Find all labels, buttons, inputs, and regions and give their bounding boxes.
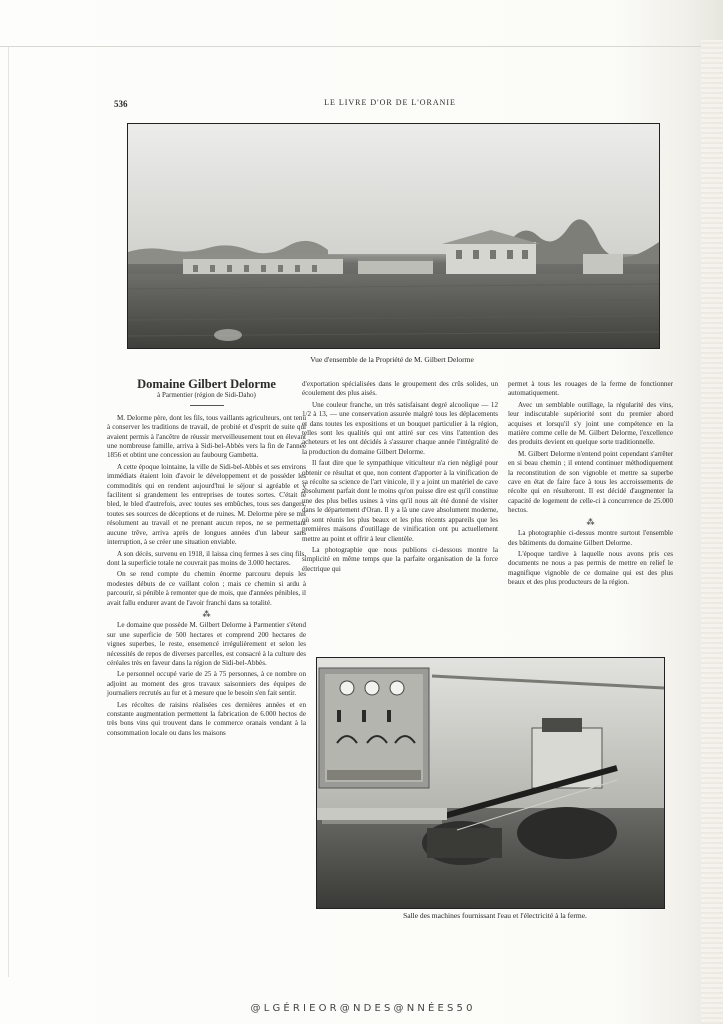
paragraph: Le domaine que possède M. Gilbert Delorme à Parmentier s'étend sur une superficie de 500 hectares et comprend 200 hectares de vignes superbes, le reste, ensemencé irrégulièrement et selon les nécessités de repos de diverses parcelles, est consacré à la culture des céréales très en faveur dans la région de Sidi-bel-Abbès.: [107, 621, 306, 667]
paragraph: A cette époque lointaine, la ville de Sidi-bel-Abbès et ses environs immédiats étaient loin d'avoir le développement et de posséder les commodités qui en rendent aujourd'hui le séjour si agréable et y facilitent si grandement les entreprises de toutes sortes. C'était le bled, le bled d'autrefois, avec toutes ses embûches, tous ses dangers, toutes ses sources de déceptions et de ruines. M. Delorme père se mit résolument au travail et ne prenant aucun repos, ne se permettant aucune trêve, arriva après de longues années d'un labeur sans interruption, à se créer une situation enviable.: [107, 462, 306, 547]
top-photo-caption: Vue d'ensemble de la Propriété de M. Gilbert Delorme: [310, 355, 474, 364]
paragraph: La photographie que nous publions ci-dessous montre la simplicité en même temps que la parfaite organisation de la force électrique qui: [302, 545, 498, 573]
scan-edge-line: [0, 46, 723, 47]
article-title: Domaine Gilbert Delorme: [137, 377, 276, 391]
paragraph: L'époque tardive à laquelle nous avons pris ces documents ne nous a pas permis de mettre en relief le magnifique vignoble de ce domaine qui est des plus beaux et des plus producteurs de la région.: [508, 549, 673, 587]
paragraph: Les récoltes de raisins réalisées ces dernières années et en constante augmentation permettent la fabrication de 6.000 hectos de très bons vins qui trouvent dans le commerce oranais vendant à la consommation locale ou dans les maisons: [107, 700, 306, 737]
watermark-footer: @ L G É R I E O R @ N D E S @ N N É E S 5 0: [250, 1003, 473, 1014]
paragraph: d'exportation spécialisées dans le groupement des crûs solides, un écoulement des plus aisés.: [302, 380, 498, 398]
title-rule: [190, 405, 224, 406]
article-column-1: [107, 377, 306, 740]
bottom-photo-caption: Salle des machines fournissant l'eau et l'électricité à la ferme.: [403, 911, 587, 920]
paragraph: Le personnel occupé varie de 25 à 75 personnes, à ce nombre on adjoint au moment des gros travaux saisonniers des équipes de journaliers recrutés au fur et à mesure que le besoin s'en fait sentir.: [107, 670, 306, 698]
paragraph: M. Delorme père, dont les fils, tous vaillants agriculteurs, ont tenu à conserver les traditions de travail, de probité et d'esprit de suite qui avaient permis à l'ancêtre de réussir merveilleusement tout en élevant une nombreuse famille, arriva à Sidi-bel-Abbès vers la fin de l'année 1856 et obtint une concession au faubourg Gambetta.: [107, 413, 306, 460]
paragraph: permet à tous les rouages de la ferme de fonctionner automatiquement.: [508, 380, 673, 398]
article-subtitle: à Parmentier (région de Sidi-Daho): [157, 391, 256, 400]
scan-shadow: [701, 40, 723, 1024]
paragraph: Il faut dire que le sympathique viticulteur n'a rien négligé pour obtenir ce résultat et que, non content d'apporter à la vinification de sa récolte sa science de l'art vinicole, il y a joint un matériel de cave absolument parfait dont le moins qu'on puisse dire est qu'il constitue une des plus belles usines à vins qu'il nous ait été donné de visiter dans le département d'Oran. Il y a là une cave absolument moderne, où sont réunis les plus beaux et les plus récents appareils que les premières maisons d'outillage de vinification ont pu actuellement mettre au point et offrir à leur clientèle.: [302, 459, 498, 543]
paragraph: La photographie ci-dessus montre surtout l'ensemble des bâtiments du domaine Gilbert Delorme.: [508, 529, 673, 547]
running-title: LE LIVRE D'OR DE L'ORANIE: [324, 98, 456, 107]
section-separator: ⁂: [202, 609, 211, 619]
article-column-3: [508, 380, 673, 590]
article-column-2: [302, 380, 498, 576]
paragraph: Avec un semblable outillage, la régularité des vins, leur indiscutable supériorité sont du premier abord acquises et lorsqu'il s'y joint une compétence en la matière comme celle de M. Gilbert Delorme, l'excellence des produits devient en quelque sorte traditionnelle.: [508, 400, 673, 447]
estate-landscape-photo: [127, 123, 660, 349]
section-separator: ⁂: [586, 517, 595, 527]
machine-room-photo: [316, 657, 665, 909]
scan-margin-line: [8, 47, 9, 977]
paragraph: A son décès, survenu en 1918, il laissa cinq fermes à ses cinq fils, dont la superficie totale ne couvrait pas moins de 3.000 hectares.: [107, 549, 306, 567]
paragraph: M. Gilbert Delorme n'entend point cependant s'arrêter en si beau chemin ; il entend continuer méthodiquement la reconstitution de son vignoble et mettre sa superbe cave en état de faire face à tous les accroissements de récolte qui en résulteront. Il est décidé d'augmenter la capacité de logement de celle-ci à concurrence de 25.000 hectos.: [508, 449, 673, 515]
paragraph: On se rend compte du chemin énorme parcouru depuis les modestes débuts de ce vaillant colon ; mais ce chemin si ardu à parcourir, si pénible à remonter que de mois, que d'années pénibles, il avait fallu endurer avant de l'avoir franchi dans sa totalité.: [107, 570, 306, 607]
page-number: 536: [114, 99, 128, 109]
paragraph: Une couleur franche, un très satisfaisant degré alcoolique — 12 1/2 à 13, — une conservation assurée malgré tous les déplacements et dans toutes les expositions et un bouquet particulier à la région, telles sont les qualités qui ont attiré sur ces vins l'attention des acheteurs et les ont décidés à s'assurer chaque année l'intégralité de la production du domaine Gilbert Delorme.: [302, 400, 498, 456]
